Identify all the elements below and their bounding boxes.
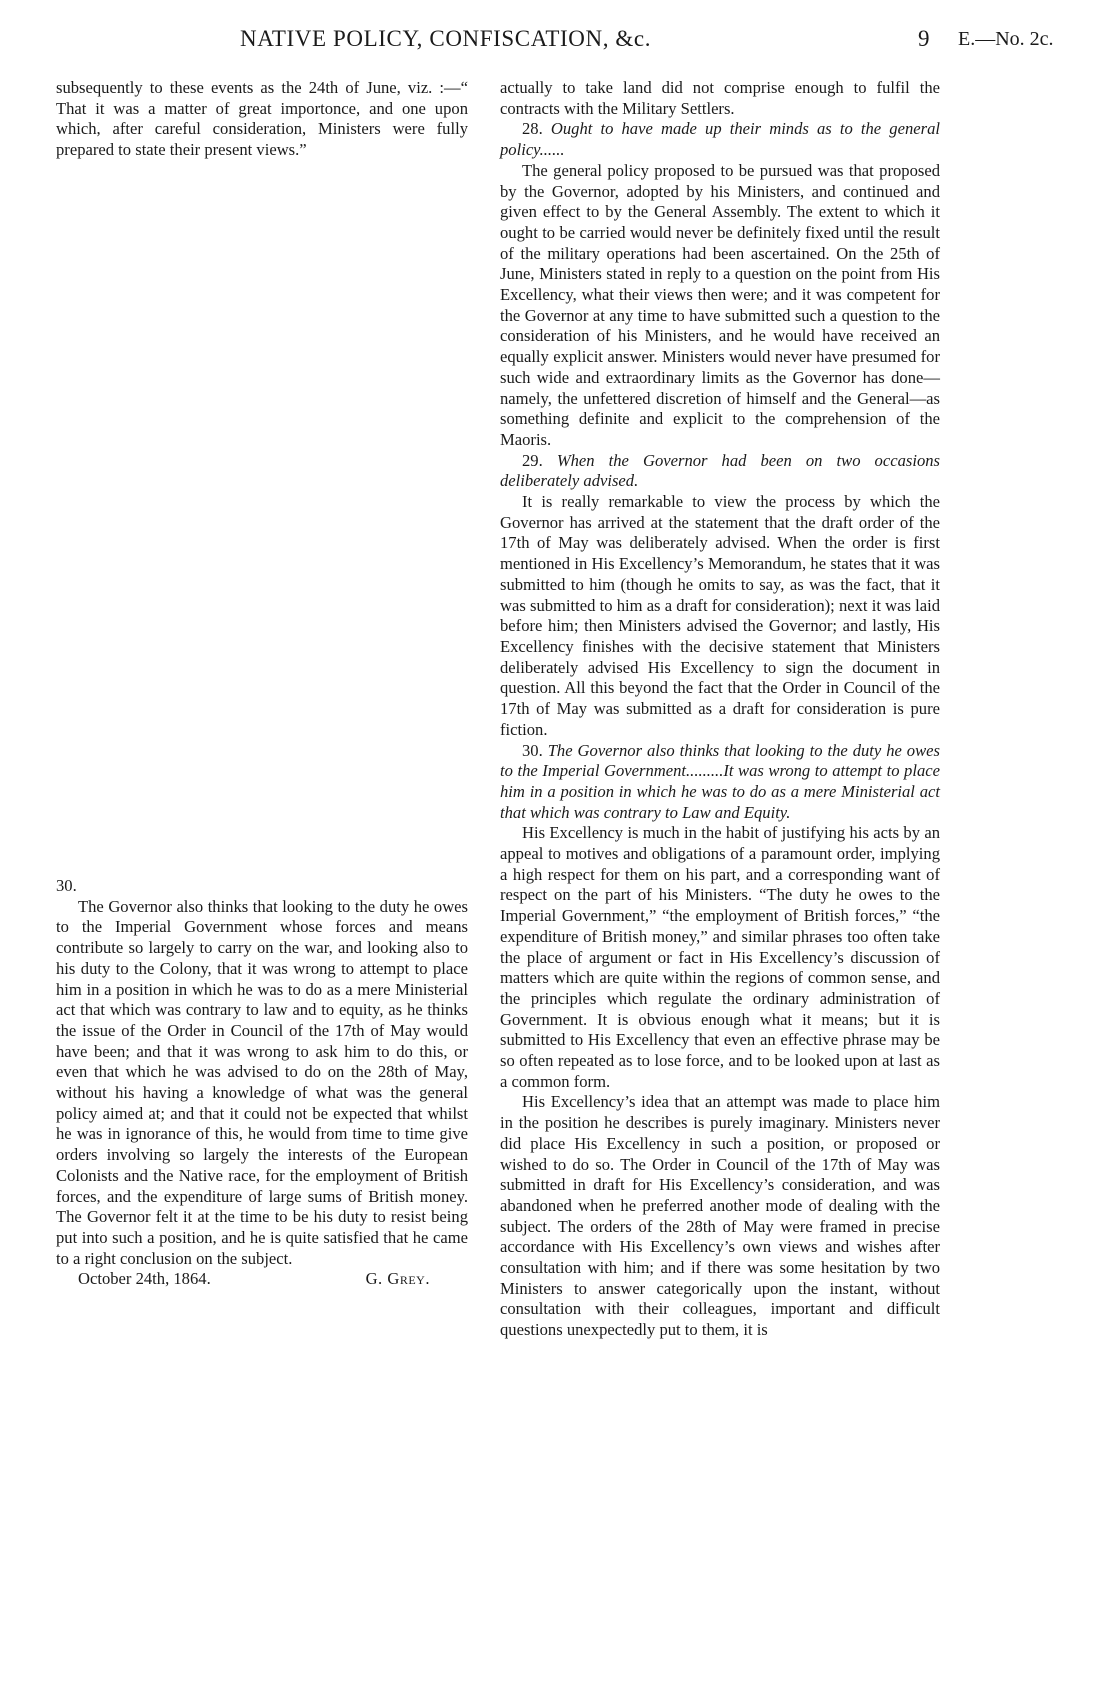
heading-29-text: When the Governor had been on two occasions deliberately advised. [500,450,940,491]
heading-29 [500,451,940,492]
document-reference: E.—No. 2c. [958,28,1054,50]
ministers-paragraph-30a: His Excellency is much in the habit of justifying his acts by an appeal to motives and obligations of a paramount order, implying a high respect for them on his part, and a corresponding want of respect on the part of his Ministers. “The duty he owes to the Imperial Government,” “the employment of British forces,” “the expenditure of British money,” and similar phrases too often take the place of argument or fact in His Excellency’s discussion of matters which are quite within the regions of common sense, and the principles which regulate the ordinary administration of Government. It is obvious enough what it means; but it is submitted to His Excellency that even an effective phrase may be so often repeated as to lose force, and to be looked upon at last as a common form. [500,823,940,1091]
heading-28 [500,119,940,160]
heading-28-text: Ought to have made up their minds as to the general policy...... [500,119,940,160]
right-column [500,78,940,1341]
memo-date: October 24th, 1864. [78,1269,211,1289]
ministers-paragraph-29: It is really remarkable to view the process by which the Governor has arrived at the statement that the draft order of the 17th of May was deliberately advised. When the order is first mentioned in His Excellency’s Memorandum, he states that it was submitted to him (though he omits to say, as was the fact, that it was submitted to him as a draft for consideration); next it was laid before him; then Ministers advised the Governor; and lastly, His Excellency finishes with the decisive statement that Ministers deliberately advised His Excellency to sign the document in question. All this beyond the fact that the Order in Council of the 17th of May was submitted as a draft for consideration is pure fiction. [500,492,940,739]
page-header [0,26,1114,60]
governor-paragraph-30: The Governor also thinks that looking to the duty he owes to the Imperial Government whose forces and means contribute so largely to carry on the war, and looking also to his duty to the Colony, that it was wrong to attempt to place him in a position in which he was to do as a mere Ministerial act that which was contrary to law and to equity, as he thinks the issue of the Order in Council of the 17th of May would have been; and that it was wrong to ask him to do this, or even that which he was advised to do on the 28th of May, without his having a knowledge of what was the general policy aimed at; and that it could not be expected that whilst he was in ignorance of this, he would from time to time give orders involving so largely the interests of the European Colonists and the Native race, for the employment of British forces, and the expenditure of large sums of British money. The Governor felt it at the time to be his duty to resist being put into such a position, and he is quite satisfied that he came to a right conclusion on the subject. [56,896,468,1268]
signatory: G. Grey. [365,1269,430,1289]
right-continuation-paragraph: actually to take land did not comprise enough to fulfil the contracts with the Military Settlers. [500,78,940,118]
heading-30-text: The Governor also thinks that looking to the duty he owes to the Imperial Government.........It was wrong to attempt to place him in a position in which he was to do as a mere Ministerial act that which was contrary to Law and Equity. [500,740,940,822]
signature-line [56,1269,468,1290]
left-continuation-paragraph: subsequently to these events as the 24th of June, viz. :—“ That it was a matter of great importonce, and one upon which, after careful consideration, Ministers were fully prepared to state their present views.” [56,78,468,160]
paragraph-number-30: 30. [56,876,77,895]
ministers-paragraph-30b: His Excellency’s idea that an attempt was made to place him in the position he describes is purely imaginary. Ministers never did place His Excellency in such a position, or proposed or wished to do so. The Order in Council of the 17th of May was submitted in draft for His Excellency’s consideration, and was abandoned when he preferred another mode of dealing with the subject. The orders of the 28th of May were framed in precise accordance with His Excellency’s own views and wishes after consultation with him; and if there was some hesitation by two Ministers to answer categorically upon the instant, without consultation with their colleagues, important and difficult questions unexpectedly put to them, it is [500,1092,940,1340]
page-number: 9 [918,26,930,51]
heading-30 [500,741,940,824]
heading-29-number: 29. [522,450,543,470]
heading-28-number: 28. [522,119,543,139]
left-column-top [56,78,468,161]
left-column-bottom [56,876,468,1290]
heading-30-number: 30. [522,740,543,760]
ministers-paragraph-28: The general policy proposed to be pursued was that proposed by the Governor, adopted by his Ministers, and continued and given effect to by the General Assembly. The extent to which it ought to be carried would never be definitely fixed until the result of the military operations had been ascertained. On the 25th of June, Ministers stated in reply to a question on the point from His Excellency, what their views then were; and it was competent for the Governor at any time to have submitted such a question to the consideration of his Ministers, and he would have received an equally explicit answer. Ministers would never have presumed for such wide and extraordinary limits as the Governor has done—namely, the unfettered discretion of himself and the General—as something definite and explicit to the comprehension of the Maoris. [500,160,940,449]
running-title: NATIVE POLICY, CONFISCATION, &c. [240,26,652,51]
